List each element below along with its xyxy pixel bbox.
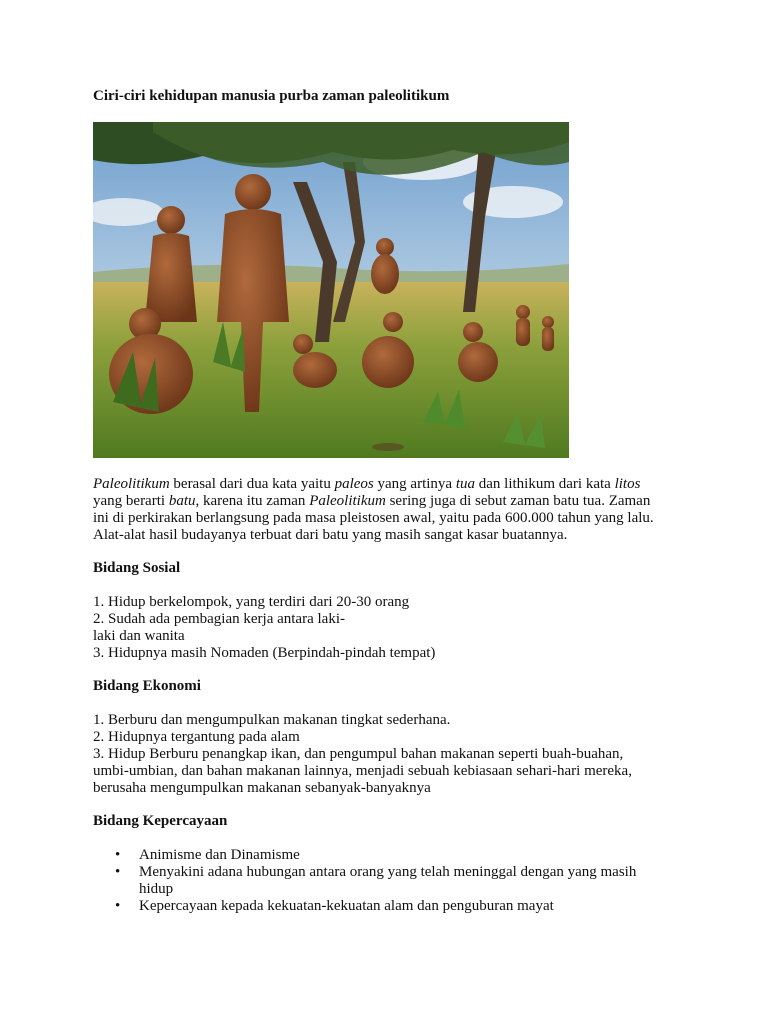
sosial-item: 2. Sudah ada pembagian kerja antara laki-	[93, 611, 345, 627]
bullet-icon: •	[115, 898, 121, 914]
term-paleolitikum: Paleolitikum	[309, 493, 386, 509]
intro-line-4: Alat-alat hasil budayanya terbuat dari batu yang masih sangat kasar buatannya.	[93, 527, 568, 543]
list-item	[93, 864, 673, 898]
intro-text: berasal dari dua kata yaitu	[169, 476, 335, 492]
term-tua: tua	[455, 476, 475, 492]
ekonomi-item: umbi-umbian, dan bahan makanan lainnya, menjadi sebuah kebiasaan sehari-hari mereka,	[93, 763, 632, 779]
bullet-icon: •	[115, 864, 121, 880]
intro-line-2	[93, 493, 678, 510]
list-item-text: Menyakini adana hubungan antara orang yang telah meninggal dengan yang masih hidup	[139, 864, 637, 897]
intro-text: , karena itu zaman	[195, 493, 310, 509]
list-item-text: Kepercayaan kepada kekuatan-kekuatan alam dan penguburan mayat	[139, 898, 554, 914]
intro-text: yang artinya	[373, 476, 456, 492]
sosial-item: 1. Hidup berkelompok, yang terdiri dari 20-30 orang	[93, 594, 410, 610]
list-item	[93, 898, 673, 915]
early-humans-illustration	[93, 122, 569, 458]
term-paleolitikum: Paleolitikum	[93, 476, 170, 492]
intro-line-1	[93, 476, 678, 493]
term-batu: batu	[168, 493, 196, 509]
term-paleos: paleos	[334, 476, 374, 492]
intro-paragraph	[93, 476, 678, 544]
sosial-item: laki dan wanita	[93, 628, 185, 644]
list-item-text: Animisme dan Dinamisme	[139, 847, 300, 863]
document-title: Ciri-ciri kehidupan manusia purba zaman paleolitikum	[93, 88, 450, 104]
ekonomi-item: 2. Hidupnya tergantung pada alam	[93, 729, 300, 745]
sosial-list	[93, 594, 435, 662]
term-litos: litos	[614, 476, 641, 492]
ekonomi-list	[93, 712, 632, 797]
intro-text: sering juga di sebut zaman batu tua. Zaman	[385, 493, 651, 509]
intro-text: yang berarti	[93, 493, 169, 509]
ekonomi-item: berusaha mengumpulkan makanan sebanyak-banyaknya	[93, 780, 431, 796]
bullet-icon: •	[115, 847, 121, 863]
kepercayaan-list	[93, 847, 673, 915]
intro-line-3: ini di perkirakan berlangsung pada masa pleistosen awal, yaitu pada 600.000 tahun yang lalu.	[93, 510, 654, 526]
heading-ekonomi: Bidang Ekonomi	[93, 678, 201, 694]
ekonomi-item: 1. Berburu dan mengumpulkan makanan tingkat sederhana.	[93, 712, 451, 728]
heading-sosial: Bidang Sosial	[93, 560, 181, 576]
heading-kepercayaan: Bidang Kepercayaan	[93, 813, 228, 829]
list-item	[93, 847, 673, 864]
intro-text: dan lithikum dari kata	[475, 476, 615, 492]
ekonomi-item: 3. Hidup Berburu penangkap ikan, dan pengumpul bahan makanan seperti buah-buahan,	[93, 746, 624, 762]
sosial-item: 3. Hidupnya masih Nomaden (Berpindah-pindah tempat)	[93, 645, 436, 661]
